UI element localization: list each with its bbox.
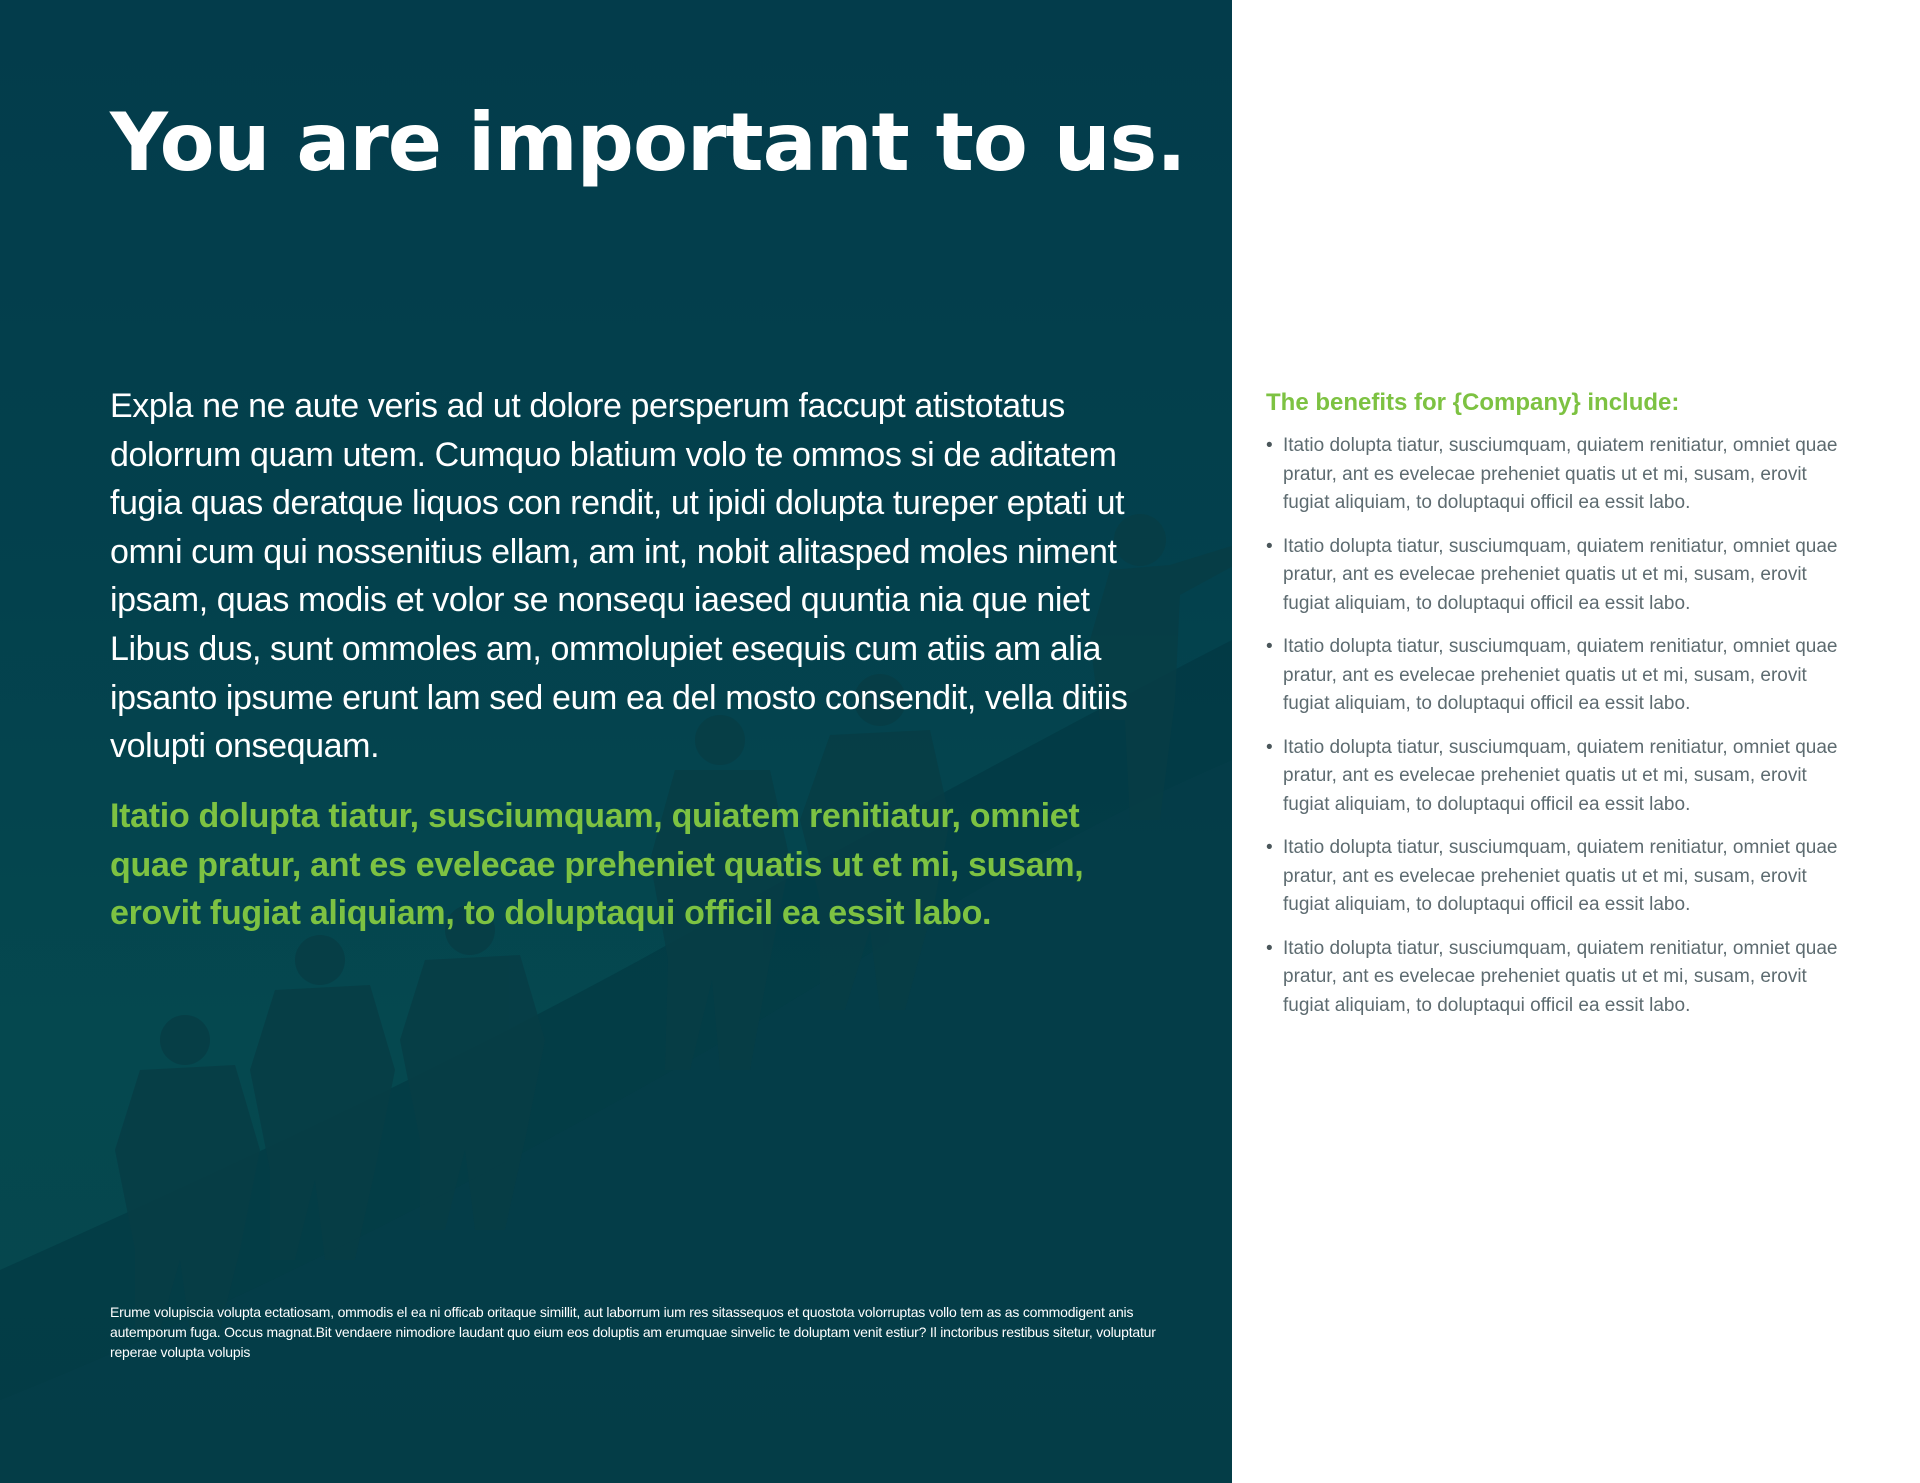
benefits-heading: The benefits for {Company} include: [1266,389,1680,416]
benefit-item [1266,432,1846,518]
highlight-paragraph: Itatio dolupta tiatur, susciumquam, quiatem renitiatur, omniet quae pratur, ant es evelecae preheniet quatis ut et mi, susam, erovit fugiat aliquiam, to doluptaqui officil ea essit labo. [110,797,1084,933]
bullet-icon: • [1266,636,1273,657]
intro-paragraph: Expla ne ne aute veris ad ut dolore persperum faccupt atistotatus dolorrum quam utem. Cumquo blatium volo te ommos si de aditatem fugia quas deratque liquos con rendit, ut ipidi dolupta tureper eptati ut omni cum qui nossenitius ellam, am int, nobit alitasped moles niment ipsam, quas modis et volor se nonsequ iaesed quuntia nia que niet Libus dus, sunt ommoles am, ommolupiet esequis cum atiis am alia ipsanto ipsume erunt lam sed eum ea del mosto consendit, vella ditiis volupti onsequam. [110,387,1128,766]
benefit-item [1266,734,1846,820]
footnote-text: Erume volupiscia volupta ectatiosam, ommodis el ea ni officab oritaque simillit, aut laborrum ium res sitassequos et quostota volorruptas vollo tem as as commodigent anis autemporum fuga. Occus magnat.Bit vendaere nimodiore laudant quo eium eos doluptis am erumquae sinvelic te doluptam venit estiur? Il inctoribus restibus sitetur, voluptatur reperae volupta volupis [110,1304,1156,1360]
bullet-icon: • [1266,435,1273,456]
bullet-icon: • [1266,736,1273,758]
benefit-item [1266,533,1846,619]
benefits-list [1266,432,1846,1035]
benefit-item-text: Itatio dolupta tiatur, susciumquam, quiatem renitiatur, omniet quae pratur, ant es evelecae preheniet quatis ut et mi, susam, erovit fugiat aliquiam, to doluptaqui officil ea essit labo. [1283,535,1838,614]
benefit-item-text: Itatio dolupta tiatur, susciumquam, quiatem renitiatur, omniet quae pratur, ant es evelecae preheniet quatis ut et mi, susam, erovit fugiat aliquiam, to doluptaqui officil ea essit labo. [1283,837,1838,915]
bullet-icon: • [1266,535,1273,557]
benefits-panel [1232,0,1920,1483]
benefit-item-text: Itatio dolupta tiatur, susciumquam, quiatem renitiatur, omniet quae pratur, ant es evelecae preheniet quatis ut et mi, susam, erovit fugiat aliquiam, to doluptaqui officil ea essit labo. [1283,736,1838,815]
benefit-item [1266,834,1846,920]
benefit-item [1266,633,1846,719]
bullet-icon: • [1266,937,1273,959]
benefit-item-text: Itatio dolupta tiatur, susciumquam, quiatem renitiatur, omniet quae pratur, ant es evelecae preheniet quatis ut et mi, susam, erovit fugiat aliquiam, to doluptaqui officil ea essit labo. [1283,435,1838,513]
benefit-item-text: Itatio dolupta tiatur, susciumquam, quiatem renitiatur, omniet quae pratur, ant es evelecae preheniet quatis ut et mi, susam, erovit fugiat aliquiam, to doluptaqui officil ea essit labo. [1283,937,1838,1016]
benefit-item [1266,935,1846,1021]
bullet-icon: • [1266,837,1273,858]
page-title: You are important to us. [110,96,1186,189]
benefit-item-text: Itatio dolupta tiatur, susciumquam, quiatem renitiatur, omniet quae pratur, ant es evelecae preheniet quatis ut et mi, susam, erovit fugiat aliquiam, to doluptaqui officil ea essit labo. [1283,636,1838,714]
